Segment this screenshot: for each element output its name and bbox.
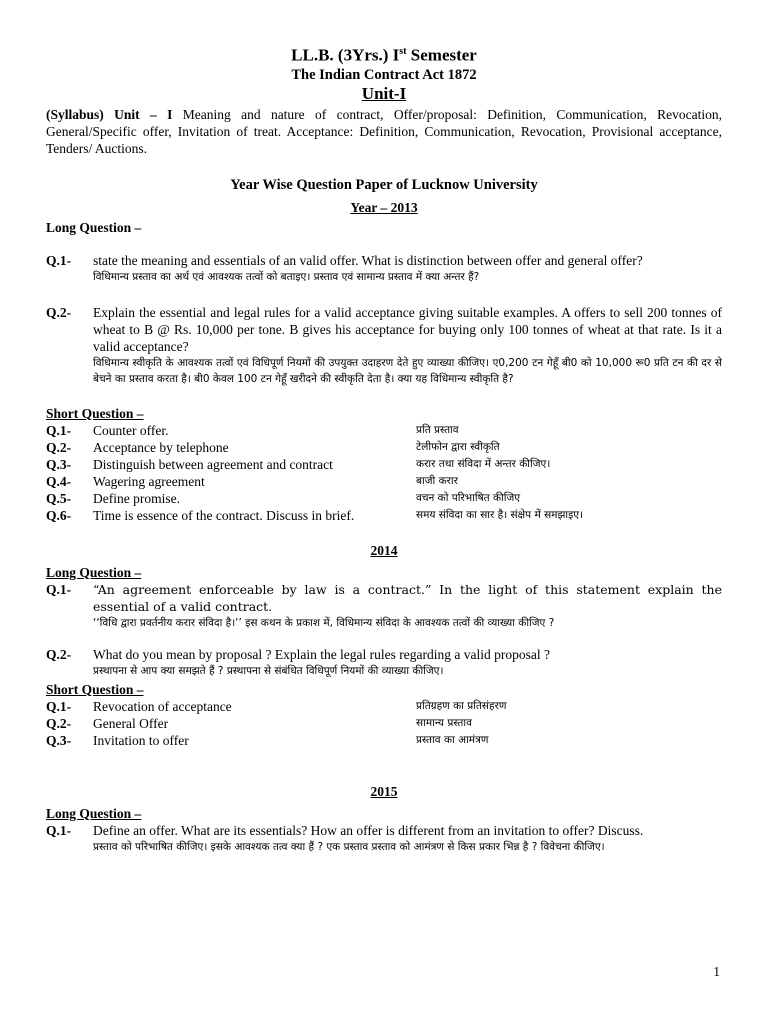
long-question-heading-2015: Long Question – xyxy=(46,805,142,821)
course-title xyxy=(46,42,722,66)
act-title: The Indian Contract Act 1872 xyxy=(291,66,477,83)
question-hindi: प्रतिग्रहण का प्रतिसंहरण xyxy=(416,699,507,712)
year-2014-heading: 2014 xyxy=(370,542,398,558)
short-question-item xyxy=(46,439,722,456)
question-body xyxy=(93,822,722,855)
short-question-item xyxy=(46,507,722,524)
year-2013-heading: Year – 2013 xyxy=(350,199,418,215)
question-english: Explain the essential and legal rules for a valid acceptance giving suitable examples. A offers to sell 200 tonnes of wheat to B @ Rs. 10,000 per tone. B gives his acceptance for buying only 100 tonnes of wheat at that rate. Is it a valid acceptance? xyxy=(93,304,722,354)
question-hindi: सामान्य प्रस्ताव xyxy=(416,716,472,729)
question-item xyxy=(46,252,722,285)
question-number: Q.1- xyxy=(46,252,72,268)
question-english: Revocation of acceptance xyxy=(93,698,232,714)
question-body xyxy=(93,252,722,285)
question-english: Define promise. xyxy=(93,490,180,506)
question-english: Wagering agreement xyxy=(93,473,205,489)
short-question-heading-2013: Short Question – xyxy=(46,405,144,421)
question-hindi: वचन को परिभाषित कीजिए xyxy=(416,491,521,504)
question-hindi: प्रति प्रस्ताव xyxy=(416,423,459,436)
question-number: Q.3- xyxy=(46,456,72,472)
question-number: Q.6- xyxy=(46,507,72,523)
short-question-item xyxy=(46,698,722,715)
question-number: Q.4- xyxy=(46,473,72,489)
question-hindi: प्रस्ताव को परिभाषित कीजिए। इसके आवश्यक तत्व क्या हैं ? एक प्रस्ताव प्रस्ताव को आमंत्रण से किस प्रकार भिन्न है ? विवेचना कीजिए। xyxy=(93,840,605,853)
syllabus-text: Meaning and nature of contract, Offer/proposal: Definition, Communication, Revocation, General/Specific offer, Invitation of treat. Acceptance: Definition, Communication, Revocation, Provisional acceptance, Tenders/ Auctions. xyxy=(46,106,723,156)
question-item xyxy=(46,304,722,387)
question-hindi: टेलीफोन द्वारा स्वीकृति xyxy=(416,440,500,453)
question-hindi: विधिमान्य प्रस्ताव का अर्थ एवं आवश्यक तत्वों को बताइए। प्रस्ताव एवं सामान्य प्रस्ताव में क्या अन्तर हैं? xyxy=(93,270,480,283)
question-hindi: विधिमान्य स्वीकृति के आवश्यक तत्वों एवं विधिपूर्ण नियमों की उपयुक्त उदाहरण देते हुए व्याख्या कीजिए। ए0,200 टन गेहूँ बी0 को 10,000 रू0 प्रति टन की दर से बेचने का प्रस्ताव करता है। बी0 केवल 100 टन गेहूँ खरीदने की स्वीकृति देता है। क्या यह विधिमान्य स्वीकृति है? xyxy=(93,356,722,385)
question-body xyxy=(93,304,722,387)
question-hindi: करार तथा संविदा में अन्तर कीजिए। xyxy=(416,457,551,470)
question-english: state the meaning and essentials of an valid offer. What is distinction between offer and general offer? xyxy=(93,252,643,268)
unit-title: Unit-I xyxy=(361,83,407,103)
question-english: What do you mean by proposal ? Explain the legal rules regarding a valid proposal ? xyxy=(93,646,550,662)
question-body xyxy=(93,581,722,631)
question-number: Q.2- xyxy=(46,715,72,731)
question-english: Time is essence of the contract. Discuss in brief. xyxy=(93,507,355,523)
short-question-item xyxy=(46,456,722,473)
question-number: Q.1- xyxy=(46,422,72,438)
page-number: 1 xyxy=(713,964,720,979)
short-question-item xyxy=(46,490,722,507)
question-number: Q.3- xyxy=(46,732,72,748)
paper-title: Year Wise Question Paper of Lucknow University xyxy=(230,176,538,193)
short-question-heading-2014: Short Question – xyxy=(46,681,144,697)
course-title-text: LL.B. (3Yrs.) I xyxy=(291,45,400,65)
short-question-item xyxy=(46,715,722,732)
long-question-heading-2014: Long Question – xyxy=(46,564,142,580)
question-item xyxy=(46,581,722,631)
course-title-tail: Semester xyxy=(406,45,477,65)
syllabus-label: (Syllabus) Unit – I xyxy=(46,106,173,122)
short-question-list-2013 xyxy=(46,422,722,524)
question-number: Q.1- xyxy=(46,581,72,597)
question-english: Invitation to offer xyxy=(93,732,189,748)
question-hindi: बाजी करार xyxy=(416,474,458,487)
question-english: Define an offer. What are its essentials? How an offer is different from an invitation to offer? Discuss. xyxy=(93,822,644,838)
short-question-item xyxy=(46,422,722,439)
long-question-heading-2013: Long Question – xyxy=(46,219,142,235)
course-title-sup: st xyxy=(399,46,407,57)
short-question-list-2014 xyxy=(46,698,722,749)
question-number: Q.5- xyxy=(46,490,72,506)
question-hindi: ‘‘विधि द्वारा प्रवर्तनीय करार संविदा है।’’ इस कथन के प्रकाश में, विधिमान्य संविदा के आवश्यक तत्वों की व्याख्या कीजिए ? xyxy=(93,616,555,629)
question-english: Distinguish between agreement and contract xyxy=(93,456,333,472)
question-english: “An agreement enforceable by law is a contract.” In the light of this statement explain the essential of a valid contract. xyxy=(93,581,722,614)
question-hindi: समय संविदा का सार है। संक्षेप में समझाइए। xyxy=(416,508,584,521)
question-number: Q.1- xyxy=(46,698,72,714)
year-2015-heading: 2015 xyxy=(370,783,398,799)
question-english: Acceptance by telephone xyxy=(93,439,229,455)
question-number: Q.1- xyxy=(46,822,72,838)
short-question-item xyxy=(46,732,722,749)
question-number: Q.2- xyxy=(46,439,72,455)
question-item xyxy=(46,646,722,679)
short-question-item xyxy=(46,473,722,490)
question-number: Q.2- xyxy=(46,304,72,320)
question-body xyxy=(93,646,722,679)
question-hindi: प्रस्थापना से आप क्या समझते हैं ? प्रस्थापना से संबंधित विधिपूर्ण नियमों की व्याख्या कीजिए। xyxy=(93,664,444,677)
question-hindi: प्रस्ताव का आमंत्रण xyxy=(416,733,489,746)
question-item xyxy=(46,822,722,855)
question-english: General Offer xyxy=(93,715,169,731)
document-page xyxy=(46,40,722,855)
question-number: Q.2- xyxy=(46,646,72,662)
question-english: Counter offer. xyxy=(93,422,169,438)
syllabus-paragraph xyxy=(46,106,722,157)
